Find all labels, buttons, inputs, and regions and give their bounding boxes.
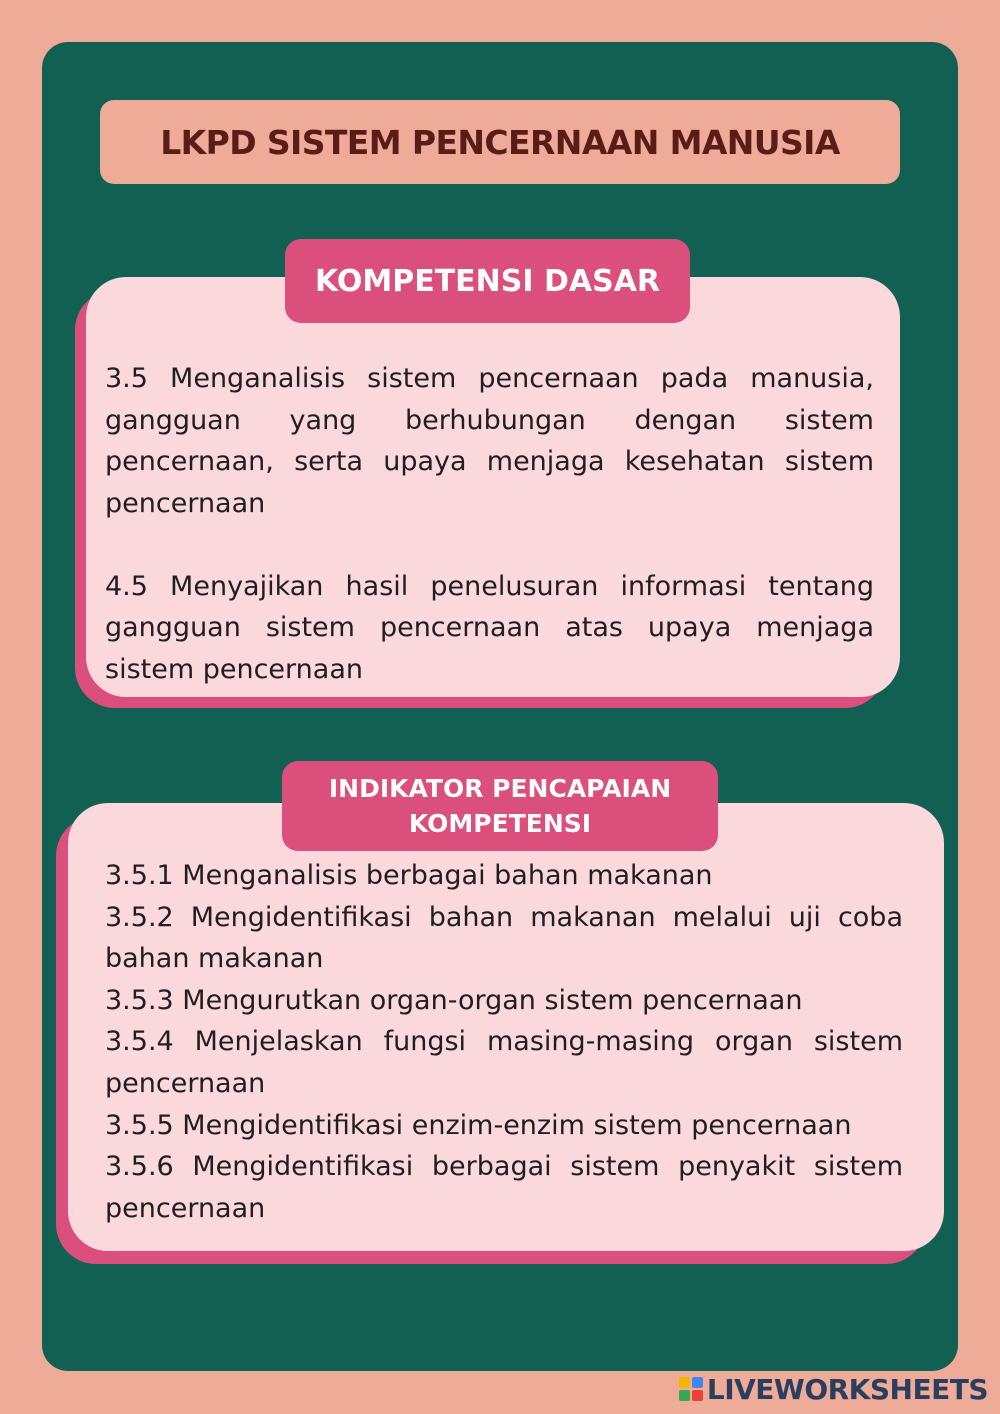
- logo-square: [679, 1390, 690, 1401]
- ind-item: 3.5.1 Menganalisis berbagai bahan makanan: [105, 860, 713, 891]
- ind-item: 3.5.4 Menjelaskan fungsi masing-masing organ sistem pencernaan: [105, 1026, 903, 1099]
- ind-heading-line1: INDIKATOR PENCAPAIAN: [328, 774, 672, 803]
- page-title: LKPD SISTEM PENCERNAAN MANUSIA: [160, 122, 840, 162]
- logo-square: [692, 1377, 703, 1388]
- logo-square: [692, 1390, 703, 1401]
- title-banner: [100, 100, 900, 184]
- kd-heading-tab: [285, 239, 690, 323]
- kd-list: [105, 358, 874, 690]
- ind-item: 3.5.6 Mengidentifikasi berbagai sistem penyakit sistem pencernaan: [105, 1151, 903, 1224]
- ind-item: 3.5.3 Mengurutkan organ-organ sistem pencernaan: [105, 984, 803, 1016]
- ind-heading-tab: [282, 761, 718, 851]
- liveworksheets-watermark: [679, 1374, 988, 1404]
- ind-item: 3.5.5 Mengidentifikasi enzim-enzim sistem pencernaan: [105, 1109, 852, 1141]
- watermark-text: LIVEWORKSHEETS: [706, 1372, 988, 1406]
- kd-item: 3.5 Menganalisis sistem pencernaan pada manusia, gangguan yang berhubungan dengan sistem pencernaan, serta upaya menjaga kesehatan sistem pencernaan: [105, 363, 874, 519]
- ind-item: 3.5.2 Mengidentifikasi bahan makanan melalui uji coba bahan makanan: [105, 901, 903, 975]
- logo-square: [679, 1377, 690, 1388]
- kd-heading: KOMPETENSI DASAR: [314, 263, 661, 299]
- kd-item: 4.5 Menyajikan hasil penelusuran informasi tentang gangguan sistem pencernaan atas upaya menjaga sistem pencernaan: [105, 570, 874, 685]
- ind-heading-line2: KOMPETENSI: [408, 809, 592, 838]
- liveworksheets-logo-icon: [679, 1377, 703, 1401]
- ind-list: [105, 855, 903, 1229]
